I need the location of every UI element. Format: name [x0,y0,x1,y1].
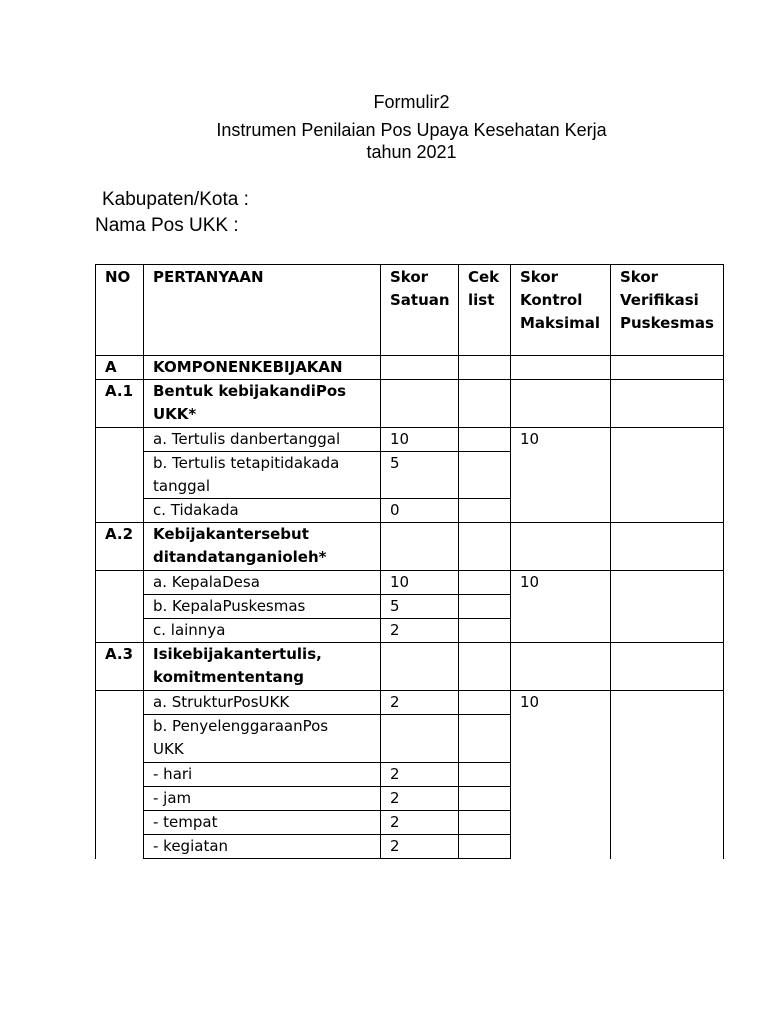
ceklist-cell[interactable] [459,523,511,571]
skor-verifikasi-cell[interactable] [611,380,724,428]
question-label: Kebijakantersebut ditandatanganioleh* [144,523,381,571]
table-row [96,356,724,380]
skor-verifikasi-cell[interactable] [611,643,724,691]
skor-kontrol-cell [511,643,611,691]
ceklist-cell[interactable] [459,571,511,595]
skor-kontrol-cell [511,380,611,428]
ceklist-cell[interactable] [459,811,511,835]
option-score: 2 [381,787,459,811]
option-label: b. Tertulis tetapitidakada tanggal [144,452,381,499]
header-skor-verifikasi: Skor Verifikasi Puskesmas [611,265,724,356]
max-score: 10 [511,571,611,643]
no-cell [96,571,144,643]
option-label: a. Tertulis danbertanggal [144,428,381,452]
option-score: 10 [381,428,459,452]
option-label: a. KepalaDesa [144,571,381,595]
option-score: 2 [381,763,459,787]
option-label: c. Tidakada [144,499,381,523]
ceklist-cell[interactable] [459,428,511,452]
skor-satuan-cell [381,356,459,380]
section-no: A [96,356,144,380]
no-cell [96,428,144,523]
option-score: 0 [381,499,459,523]
skor-verifikasi-cell[interactable] [611,691,724,859]
option-label: a. StrukturPosUKK [144,691,381,715]
header-ceklist: Cek list [459,265,511,356]
assessment-table [95,264,724,859]
section-label: KOMPONENKEBIJAKAN [144,356,381,380]
form-year: tahun 2021 [366,142,457,162]
skor-kontrol-cell [511,523,611,571]
ceklist-cell[interactable] [459,452,511,499]
option-score: 10 [381,571,459,595]
question-label: Bentuk kebijakandiPos UKK* [144,380,381,428]
table-row [96,643,724,691]
question-no: A.3 [96,643,144,691]
option-label: - tempat [144,811,381,835]
ceklist-cell[interactable] [459,691,511,715]
option-label: - hari [144,763,381,787]
ceklist-cell[interactable] [459,499,511,523]
question-label: Isikebijakantertulis, komitmententang [144,643,381,691]
nama-pos-label: Nama Pos UKK : [95,215,239,236]
ceklist-cell[interactable] [459,763,511,787]
skor-satuan-cell [381,380,459,428]
skor-satuan-cell [381,643,459,691]
option-label: - kegiatan [144,835,381,859]
ceklist-cell[interactable] [459,595,511,619]
max-score: 10 [511,691,611,859]
option-score: 2 [381,691,459,715]
table-row [96,571,724,595]
skor-verifikasi-cell[interactable] [611,356,724,380]
header-no: NO [96,265,144,356]
max-score: 10 [511,428,611,523]
question-no: A.1 [96,380,144,428]
option-score: 5 [381,452,459,499]
ceklist-cell[interactable] [459,643,511,691]
ceklist-cell[interactable] [459,835,511,859]
ceklist-cell[interactable] [459,619,511,643]
option-label: - jam [144,787,381,811]
ceklist-cell[interactable] [459,715,511,763]
ceklist-cell[interactable] [459,356,511,380]
skor-verifikasi-cell[interactable] [611,428,724,523]
option-score: 2 [381,811,459,835]
option-score [381,715,459,763]
table-header-row [96,265,724,356]
no-cell [96,691,144,859]
kabupaten-label: Kabupaten/Kota : [102,189,249,210]
table-row [96,523,724,571]
ceklist-cell[interactable] [459,380,511,428]
option-score: 2 [381,835,459,859]
ceklist-cell[interactable] [459,787,511,811]
table-row [96,691,724,715]
form-title: Instrumen Penilaian Pos Upaya Kesehatan Kerja [216,120,607,140]
skor-satuan-cell [381,523,459,571]
form-number: Formulir2 [373,92,450,112]
option-score: 5 [381,595,459,619]
skor-verifikasi-cell[interactable] [611,523,724,571]
option-label: b. KepalaPuskesmas [144,595,381,619]
header-skor-kontrol: Skor Kontrol Maksimal [511,265,611,356]
table-row [96,380,724,428]
skor-verifikasi-cell[interactable] [611,571,724,643]
header-skor-satuan: Skor Satuan [381,265,459,356]
table-row [96,428,724,452]
question-no: A.2 [96,523,144,571]
skor-kontrol-cell [511,356,611,380]
option-label: b. PenyelenggaraanPos UKK [144,715,381,763]
header-pertanyaan: PERTANYAAN [144,265,381,356]
option-label: c. lainnya [144,619,381,643]
option-score: 2 [381,619,459,643]
